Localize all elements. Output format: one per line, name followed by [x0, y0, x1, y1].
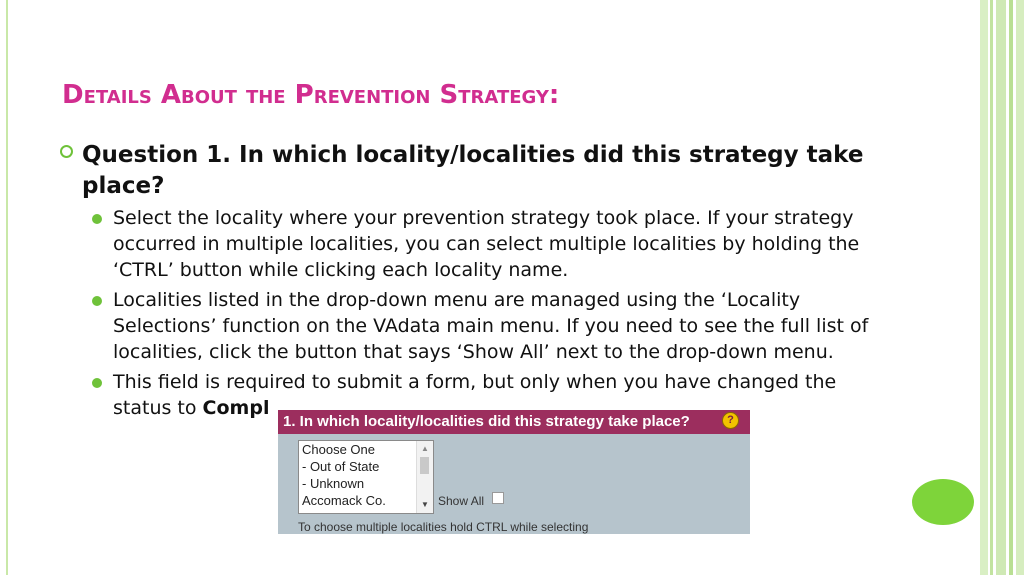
show-all-label: Show All [438, 494, 485, 508]
right-decorative-bars [980, 0, 1024, 575]
scroll-down-arrow-icon[interactable]: ▼ [421, 500, 429, 509]
list-item [90, 205, 883, 283]
bullet-text: This field is required to submit a form, but only when you have changed the status to [113, 371, 837, 419]
form-header-text: 1. In which locality/localities did this strategy take place? [283, 413, 690, 430]
listbox-option[interactable]: - Unknown [302, 476, 365, 491]
listbox-option[interactable]: Accomack Co. [302, 493, 386, 508]
locality-form-screenshot [278, 410, 750, 534]
scroll-up-arrow-icon[interactable]: ▲ [421, 444, 429, 453]
scroll-thumb[interactable] [420, 457, 429, 474]
question-bullet-icon [60, 145, 73, 158]
list-item [90, 287, 883, 365]
help-icon[interactable]: ? [722, 412, 739, 429]
question-heading: Question 1. In which locality/localities did this strategy take place? [82, 142, 864, 199]
locality-listbox[interactable] [298, 440, 434, 514]
form-hint-text: To choose multiple localities hold CTRL while selecting [298, 520, 589, 534]
bullet-text: Localities listed in the drop-down menu are managed using the ‘Locality Selections’ function on the VAdata main menu. If you need to see the full list of localities, click the button that says ‘Show All’ next to the drop-down menu. [113, 289, 869, 363]
form-header [278, 410, 750, 434]
bullet-bold-text: Compl [202, 397, 270, 419]
listbox-option[interactable]: Choose One [302, 442, 375, 457]
listbox-scrollbar[interactable] [416, 441, 433, 513]
bullet-list [90, 205, 890, 425]
listbox-option[interactable]: - Out of State [302, 459, 380, 474]
bullet-dot-icon [92, 378, 102, 388]
left-decorative-line [6, 0, 8, 575]
bullet-dot-icon [92, 296, 102, 306]
next-slide-button[interactable] [912, 479, 974, 525]
show-all-checkbox[interactable] [492, 492, 504, 504]
bullet-dot-icon [92, 214, 102, 224]
slide-title: Details About the Prevention Strategy: [62, 80, 560, 110]
bullet-text: Select the locality where your prevention strategy took place. If your strategy occurred in multiple localities, you can select multiple localities by holding the ‘CTRL’ button while clicking each locality name. [113, 207, 860, 281]
